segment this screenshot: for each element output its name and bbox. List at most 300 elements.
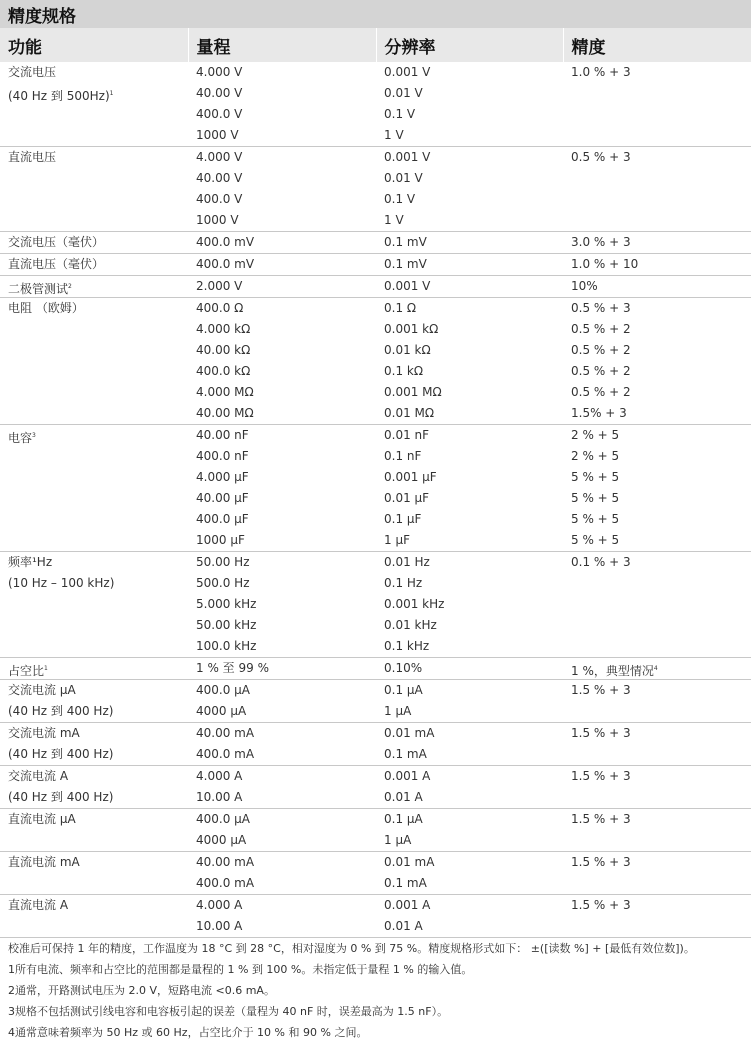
cell-text: 电阻 （欧姆） [8,301,84,315]
cell-line [196,382,376,403]
cell-line [384,254,563,275]
cell-line [384,298,563,319]
cell-text: 400.0 nF [196,449,249,463]
cell-text: 10.00 A [196,919,243,933]
table-row [0,852,751,895]
cell-line [571,552,751,573]
cell-line [384,147,563,168]
table-row [0,680,751,723]
cell-line [384,361,563,382]
cell-line [384,658,563,679]
cell-range [188,680,376,723]
cell-line [571,340,751,361]
cell-function [0,254,188,276]
cell-line [196,744,376,765]
cell-line [196,658,376,679]
cell-resolution [376,766,563,809]
table-header-row [0,28,751,62]
cell-text: 50.00 kHz [196,618,257,632]
cell-accuracy [563,658,751,680]
cell-line [384,594,563,615]
cell-accuracy [563,298,751,425]
cell-line [384,766,563,787]
cell-line [384,425,563,446]
cell-function [0,680,188,723]
cell-text: 直流电压（毫伏） [8,257,105,271]
cell-text: 0.1 μF [384,512,422,526]
cell-text: 1.5 % + 3 [571,726,631,740]
cell-line [196,189,376,210]
cell-text: 100.0 kHz [196,639,257,653]
table-row [0,254,751,276]
cell-text: 交流电流 μA [8,683,76,697]
cell-text: 1 V [384,128,404,142]
table-row [0,766,751,809]
footnote-marker: 3 [32,432,36,439]
cell-text: 5 % + 5 [571,512,620,526]
cell-range [188,232,376,254]
table-row [0,425,751,552]
cell-function [0,147,188,232]
table-row [0,723,751,766]
cell-line [384,809,563,830]
cell-line [196,361,376,382]
cell-text: 0.1 mA [384,747,427,761]
cell-text: 0.5 % + 3 [571,150,631,164]
cell-text: 0.1 V [384,107,416,121]
cell-text: 400.0 mA [196,876,255,890]
cell-line [384,830,563,851]
cell-line [384,680,563,701]
cell-text: 0.1 kΩ [384,364,424,378]
footnote-line: 校准后可保持 1 年的精度，工作温度为 18 °C 到 28 °C，相对湿度为 0 % 到 75 %。精度规格形式如下： ±([读数 %] + [最低有效位数])。 [8,942,695,955]
cell-text: 1 μF [384,533,410,547]
cell-line [384,895,563,916]
cell-line [571,852,751,873]
cell-text: 1000 V [196,213,239,227]
cell-text: 1 μA [384,704,412,718]
cell-text: 1.5 % + 3 [571,855,631,869]
cell-line [571,723,751,744]
cell-line [571,403,751,424]
footnote-line: 1所有电流、频率和占空比的范围都是量程的 1 % 到 100 %。未指定低于量程 1 % 的输入值。 [8,963,473,976]
cell-text: 0.5 % + 3 [571,301,631,315]
cell-line [8,147,188,168]
cell-line [384,340,563,361]
cell-text: 400.0 mA [196,747,255,761]
cell-text: 400.0 mV [196,235,255,249]
cell-line [8,552,188,573]
cell-text: 500.0 Hz [196,576,250,590]
cell-text: 2 % + 5 [571,428,620,442]
cell-text: 0.01 nF [384,428,430,442]
cell-line [384,83,563,104]
cell-resolution [376,809,563,852]
cell-text: 0.01 A [384,919,423,933]
cell-text: 0.01 MΩ [384,406,435,420]
cell-range [188,852,376,895]
cell-line [571,425,751,446]
cell-text: 0.001 V [384,150,431,164]
cell-line [196,530,376,551]
cell-range [188,147,376,232]
cell-text: 40.00 mA [196,726,255,740]
cell-line [196,319,376,340]
cell-line [384,509,563,530]
table-row [0,552,751,658]
cell-text: 1 μA [384,833,412,847]
cell-text: 5 % + 5 [571,533,620,547]
cell-text: 0.01 mA [384,855,435,869]
cell-line [8,658,188,679]
cell-resolution [376,232,563,254]
cell-line [196,254,376,275]
cell-line [196,636,376,657]
cell-text: 40.00 μF [196,491,249,505]
cell-text: 4.000 MΩ [196,385,254,399]
cell-line [196,615,376,636]
cell-text: 4.000 kΩ [196,322,251,336]
cell-line [196,552,376,573]
cell-range [188,298,376,425]
table-body [0,62,751,938]
cell-range [188,552,376,658]
cell-line [196,787,376,808]
cell-line [196,340,376,361]
section-title: 精度规格 [0,0,751,28]
cell-line [384,615,563,636]
cell-text: 交流电流 mA [8,726,80,740]
cell-line [384,125,563,146]
cell-text: 0.001 μF [384,470,437,484]
cell-function [0,232,188,254]
cell-text: 40.00 kΩ [196,343,251,357]
cell-text: 400.0 V [196,107,243,121]
cell-text: (40 Hz 到 400 Hz) [8,790,114,804]
cell-line [571,467,751,488]
cell-text: 0.01 kHz [384,618,437,632]
cell-line [384,573,563,594]
cell-function [0,658,188,680]
cell-text: 0.1 V [384,192,416,206]
cell-range [188,425,376,552]
cell-line [196,104,376,125]
cell-line [196,916,376,937]
cell-resolution [376,852,563,895]
cell-line [8,425,188,446]
footnote-marker: 2 [68,283,72,290]
cell-text: 二极管测试 [8,282,69,296]
cell-range [188,62,376,147]
cell-text: 3.0 % + 3 [571,235,631,249]
cell-text: (40 Hz 到 400 Hz) [8,747,114,761]
cell-text: 1.0 % + 10 [571,257,639,271]
cell-text: 0.01 mA [384,726,435,740]
cell-text: 0.5 % + 2 [571,343,631,357]
cell-line [384,189,563,210]
cell-line [571,488,751,509]
cell-line [196,298,376,319]
cell-function [0,766,188,809]
cell-text: 0.1 mV [384,257,427,271]
cell-line [8,766,188,787]
cell-text: 0.01 V [384,86,423,100]
cell-text: 0.01 A [384,790,423,804]
cell-text: 0.1 μA [384,683,423,697]
cell-text: 1000 μF [196,533,245,547]
cell-range [188,658,376,680]
cell-text: 0.1 % + 3 [571,555,631,569]
cell-line [384,744,563,765]
cell-line [384,104,563,125]
cell-resolution [376,723,563,766]
cell-line [384,232,563,253]
cell-text: 1.5% + 3 [571,406,627,420]
cell-resolution [376,62,563,147]
cell-line [384,636,563,657]
cell-line [8,744,188,765]
cell-line [196,701,376,722]
cell-text: 1.5 % + 3 [571,769,631,783]
cell-text: 1.5 % + 3 [571,683,631,697]
cell-text: 直流电流 μA [8,812,76,826]
cell-text: 交流电流 A [8,769,69,783]
cell-function [0,809,188,852]
cell-range [188,766,376,809]
cell-range [188,723,376,766]
cell-line [196,680,376,701]
cell-line [8,852,188,873]
cell-line [196,62,376,83]
cell-range [188,276,376,298]
cell-text: 0.01 Hz [384,555,430,569]
cell-line [8,809,188,830]
footnote-marker: 4 [653,665,658,672]
cell-text: 0.001 A [384,898,431,912]
cell-text: 0.001 V [384,279,431,293]
cell-text: 1 % 至 99 % [196,661,269,675]
cell-text: 10.00 A [196,790,243,804]
cell-text: 0.001 kHz [384,597,445,611]
cell-text: 1.5 % + 3 [571,812,631,826]
cell-text: 4.000 A [196,898,243,912]
cell-text: 4.000 V [196,65,243,79]
cell-line [8,680,188,701]
cell-line [196,425,376,446]
cell-text: 400.0 μA [196,683,251,697]
cell-line [384,701,563,722]
cell-line [571,276,751,297]
cell-line [384,873,563,894]
cell-resolution [376,276,563,298]
cell-line [571,62,751,83]
cell-text: 400.0 V [196,192,243,206]
cell-line [196,873,376,894]
cell-text: 0.01 kΩ [384,343,431,357]
cell-text: 40.00 MΩ [196,406,254,420]
cell-text: 0.1 mA [384,876,427,890]
footnote-line: 2通常，开路测试电压为 2.0 V，短路电流 <0.6 mA。 [8,984,275,997]
cell-line [8,276,188,297]
cell-accuracy [563,62,751,147]
cell-text: 直流电压 [8,150,57,164]
cell-text: 0.1 Hz [384,576,423,590]
cell-line [8,232,188,253]
cell-line [571,232,751,253]
cell-text: 400.0 μF [196,512,249,526]
accuracy-spec-table [0,28,751,938]
cell-text: (10 Hz – 100 kHz) [8,576,115,590]
cell-function [0,552,188,658]
cell-line [384,276,563,297]
cell-text: 电容 [8,431,33,445]
cell-accuracy [563,852,751,895]
cell-function [0,723,188,766]
cell-line [196,125,376,146]
header-accuracy: 精度 [563,28,751,62]
cell-line [8,701,188,722]
cell-text: 50.00 Hz [196,555,250,569]
cell-text: 0.001 A [384,769,431,783]
cell-text: (40 Hz 到 500Hz) [8,89,110,103]
cell-line [571,147,751,168]
cell-line [384,852,563,873]
table-row [0,232,751,254]
cell-accuracy [563,147,751,232]
cell-line [196,147,376,168]
cell-text: 40.00 mA [196,855,255,869]
cell-text: 40.00 V [196,86,243,100]
table-row [0,298,751,425]
cell-line [384,467,563,488]
cell-text: 4.000 μF [196,470,249,484]
table-row [0,62,751,147]
table-row [0,895,751,938]
header-range: 量程 [188,28,376,62]
cell-line [571,766,751,787]
cell-text: 400.0 mV [196,257,255,271]
cell-line [571,680,751,701]
cell-line [571,382,751,403]
table-row [0,147,751,232]
cell-text: 0.001 MΩ [384,385,442,399]
cell-text: 交流电压 [8,65,57,79]
cell-text: 5.000 kHz [196,597,257,611]
cell-line [8,723,188,744]
cell-text: 0.5 % + 2 [571,385,631,399]
table-row [0,276,751,298]
cell-resolution [376,895,563,938]
cell-line [196,403,376,424]
cell-text: 4.000 V [196,150,243,164]
cell-text: 10% [571,279,598,293]
cell-text: 直流电流 A [8,898,69,912]
cell-resolution [376,680,563,723]
cell-line [571,319,751,340]
cell-resolution [376,298,563,425]
cell-line [196,232,376,253]
cell-text: 0.1 nF [384,449,422,463]
cell-function [0,276,188,298]
cell-text: 0.10% [384,661,423,675]
cell-line [384,488,563,509]
cell-line [196,723,376,744]
cell-resolution [376,254,563,276]
cell-line [196,446,376,467]
cell-function [0,852,188,895]
cell-line [8,254,188,275]
cell-line [196,573,376,594]
cell-range [188,254,376,276]
cell-line [196,168,376,189]
cell-resolution [376,658,563,680]
cell-function [0,895,188,938]
cell-line [384,787,563,808]
cell-line [8,62,188,83]
cell-text: 400.0 Ω [196,301,244,315]
footnote-marker: 1 [109,90,114,97]
cell-line [196,830,376,851]
cell-text: 4000 μA [196,704,247,718]
cell-accuracy [563,232,751,254]
cell-text: 40.00 nF [196,428,249,442]
cell-accuracy [563,766,751,809]
cell-text: 频率¹Hz [8,555,53,569]
cell-text: 0.001 kΩ [384,322,439,336]
cell-function [0,62,188,147]
cell-text: 400.0 μA [196,812,251,826]
cell-line [571,509,751,530]
cell-function [0,425,188,552]
cell-line [384,403,563,424]
cell-accuracy [563,552,751,658]
cell-text: 1000 V [196,128,239,142]
cell-text: 4.000 A [196,769,243,783]
cell-line [571,254,751,275]
header-function: 功能 [0,28,188,62]
cell-line [384,319,563,340]
cell-line [384,552,563,573]
cell-text: 5 % + 5 [571,491,620,505]
cell-line [384,62,563,83]
header-resolution: 分辨率 [376,28,563,62]
cell-text: 2 % + 5 [571,449,620,463]
cell-line [196,895,376,916]
cell-accuracy [563,895,751,938]
cell-range [188,809,376,852]
cell-text: 0.01 μF [384,491,430,505]
cell-resolution [376,147,563,232]
cell-line [196,509,376,530]
cell-line [196,210,376,231]
cell-text: 5 % + 5 [571,470,620,484]
table-row [0,658,751,680]
cell-line [196,594,376,615]
cell-accuracy [563,680,751,723]
cell-line [196,83,376,104]
cell-text: 2.000 V [196,279,243,293]
cell-text: 直流电流 mA [8,855,80,869]
cell-line [8,787,188,808]
cell-line [196,766,376,787]
cell-accuracy [563,254,751,276]
cell-line [571,658,751,679]
cell-text: (40 Hz 到 400 Hz) [8,704,114,718]
cell-line [384,916,563,937]
cell-resolution [376,552,563,658]
cell-line [571,895,751,916]
cell-line [196,809,376,830]
